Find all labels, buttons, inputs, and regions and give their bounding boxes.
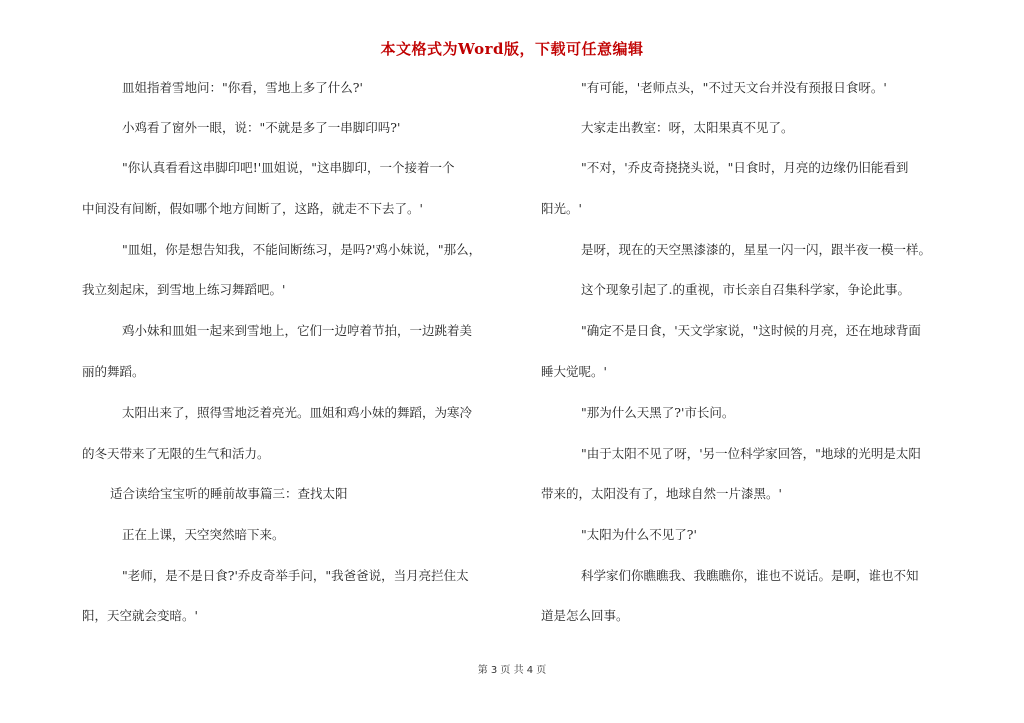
text-line: 阳，天空就会变暗。' <box>82 608 198 623</box>
text-line: "有可能，'老师点头，"不过天文台并没有预报日食呀。' <box>581 80 887 95</box>
text-line: 科学家们你瞧瞧我、我瞧瞧你，谁也不说话。是啊，谁也不知 <box>581 568 919 583</box>
text-line: 大家走出教室：呀，太阳果真不见了。 <box>581 120 794 135</box>
text-line: 太阳出来了，照得雪地泛着亮光。皿姐和鸡小妹的舞蹈，为寒冷 <box>122 405 473 420</box>
section-heading: 适合读给宝宝听的睡前故事篇三：查找太阳 <box>110 486 348 501</box>
text-line: 带来的，太阳没有了，地球自然一片漆黑。' <box>541 486 782 501</box>
text-line: "老师，是不是日食?'乔皮奇举手问，"我爸爸说，当月亮拦住太 <box>122 568 469 583</box>
text-line: 中间没有间断，假如哪个地方间断了，这路，就走不下去了。' <box>82 201 423 216</box>
text-line: 小鸡看了窗外一眼，说："不就是多了一串脚印吗?' <box>122 120 401 135</box>
text-line: 皿姐指着雪地问："你看，雪地上多了什么?' <box>122 80 363 95</box>
text-line: 正在上课，天空突然暗下来。 <box>122 527 285 542</box>
text-line: "那为什么天黑了?'市长问。 <box>581 405 735 420</box>
page-number-footer: 第 3 页 共 4 页 <box>477 665 547 676</box>
text-line: 鸡小妹和皿姐一起来到雪地上，它们一边哼着节拍，一边跳着美 <box>122 323 473 338</box>
text-line: "太阳为什么不见了?' <box>581 527 697 542</box>
text-line: 睡大觉呢。' <box>541 364 607 379</box>
text-line: 这个现象引起了.的重视，市长亲自召集科学家，争论此事。 <box>581 282 910 297</box>
text-line: 丽的舞蹈。 <box>82 364 145 379</box>
text-line: "皿姐，你是想告知我，不能间断练习，是吗?'鸡小妹说，"那么， <box>122 242 482 257</box>
text-line: 我立刻起床，到雪地上练习舞蹈吧。' <box>82 282 286 297</box>
text-line: 阳光。' <box>541 201 582 216</box>
text-line: 是呀，现在的天空黑漆漆的，星星一闪一闪，跟半夜一模一样。 <box>581 242 932 257</box>
text-line: "不对，'乔皮奇挠挠头说，"日食时，月亮的边缘仍旧能看到 <box>581 160 909 175</box>
text-line: 的冬天带来了无限的生气和活力。 <box>82 446 270 461</box>
text-line: 道是怎么回事。 <box>541 608 629 623</box>
text-line: "确定不是日食，'天文学家说，"这时候的月亮，还在地球背面 <box>581 323 921 338</box>
text-line: "由于太阳不见了呀，'另一位科学家回答，"地球的光明是太阳 <box>581 446 921 461</box>
page-header-title: 本文格式为Word版，下载可任意编辑 <box>380 40 644 58</box>
text-line: "你认真看看这串脚印吧!'皿姐说，"这串脚印，一个接着一个 <box>122 160 455 175</box>
